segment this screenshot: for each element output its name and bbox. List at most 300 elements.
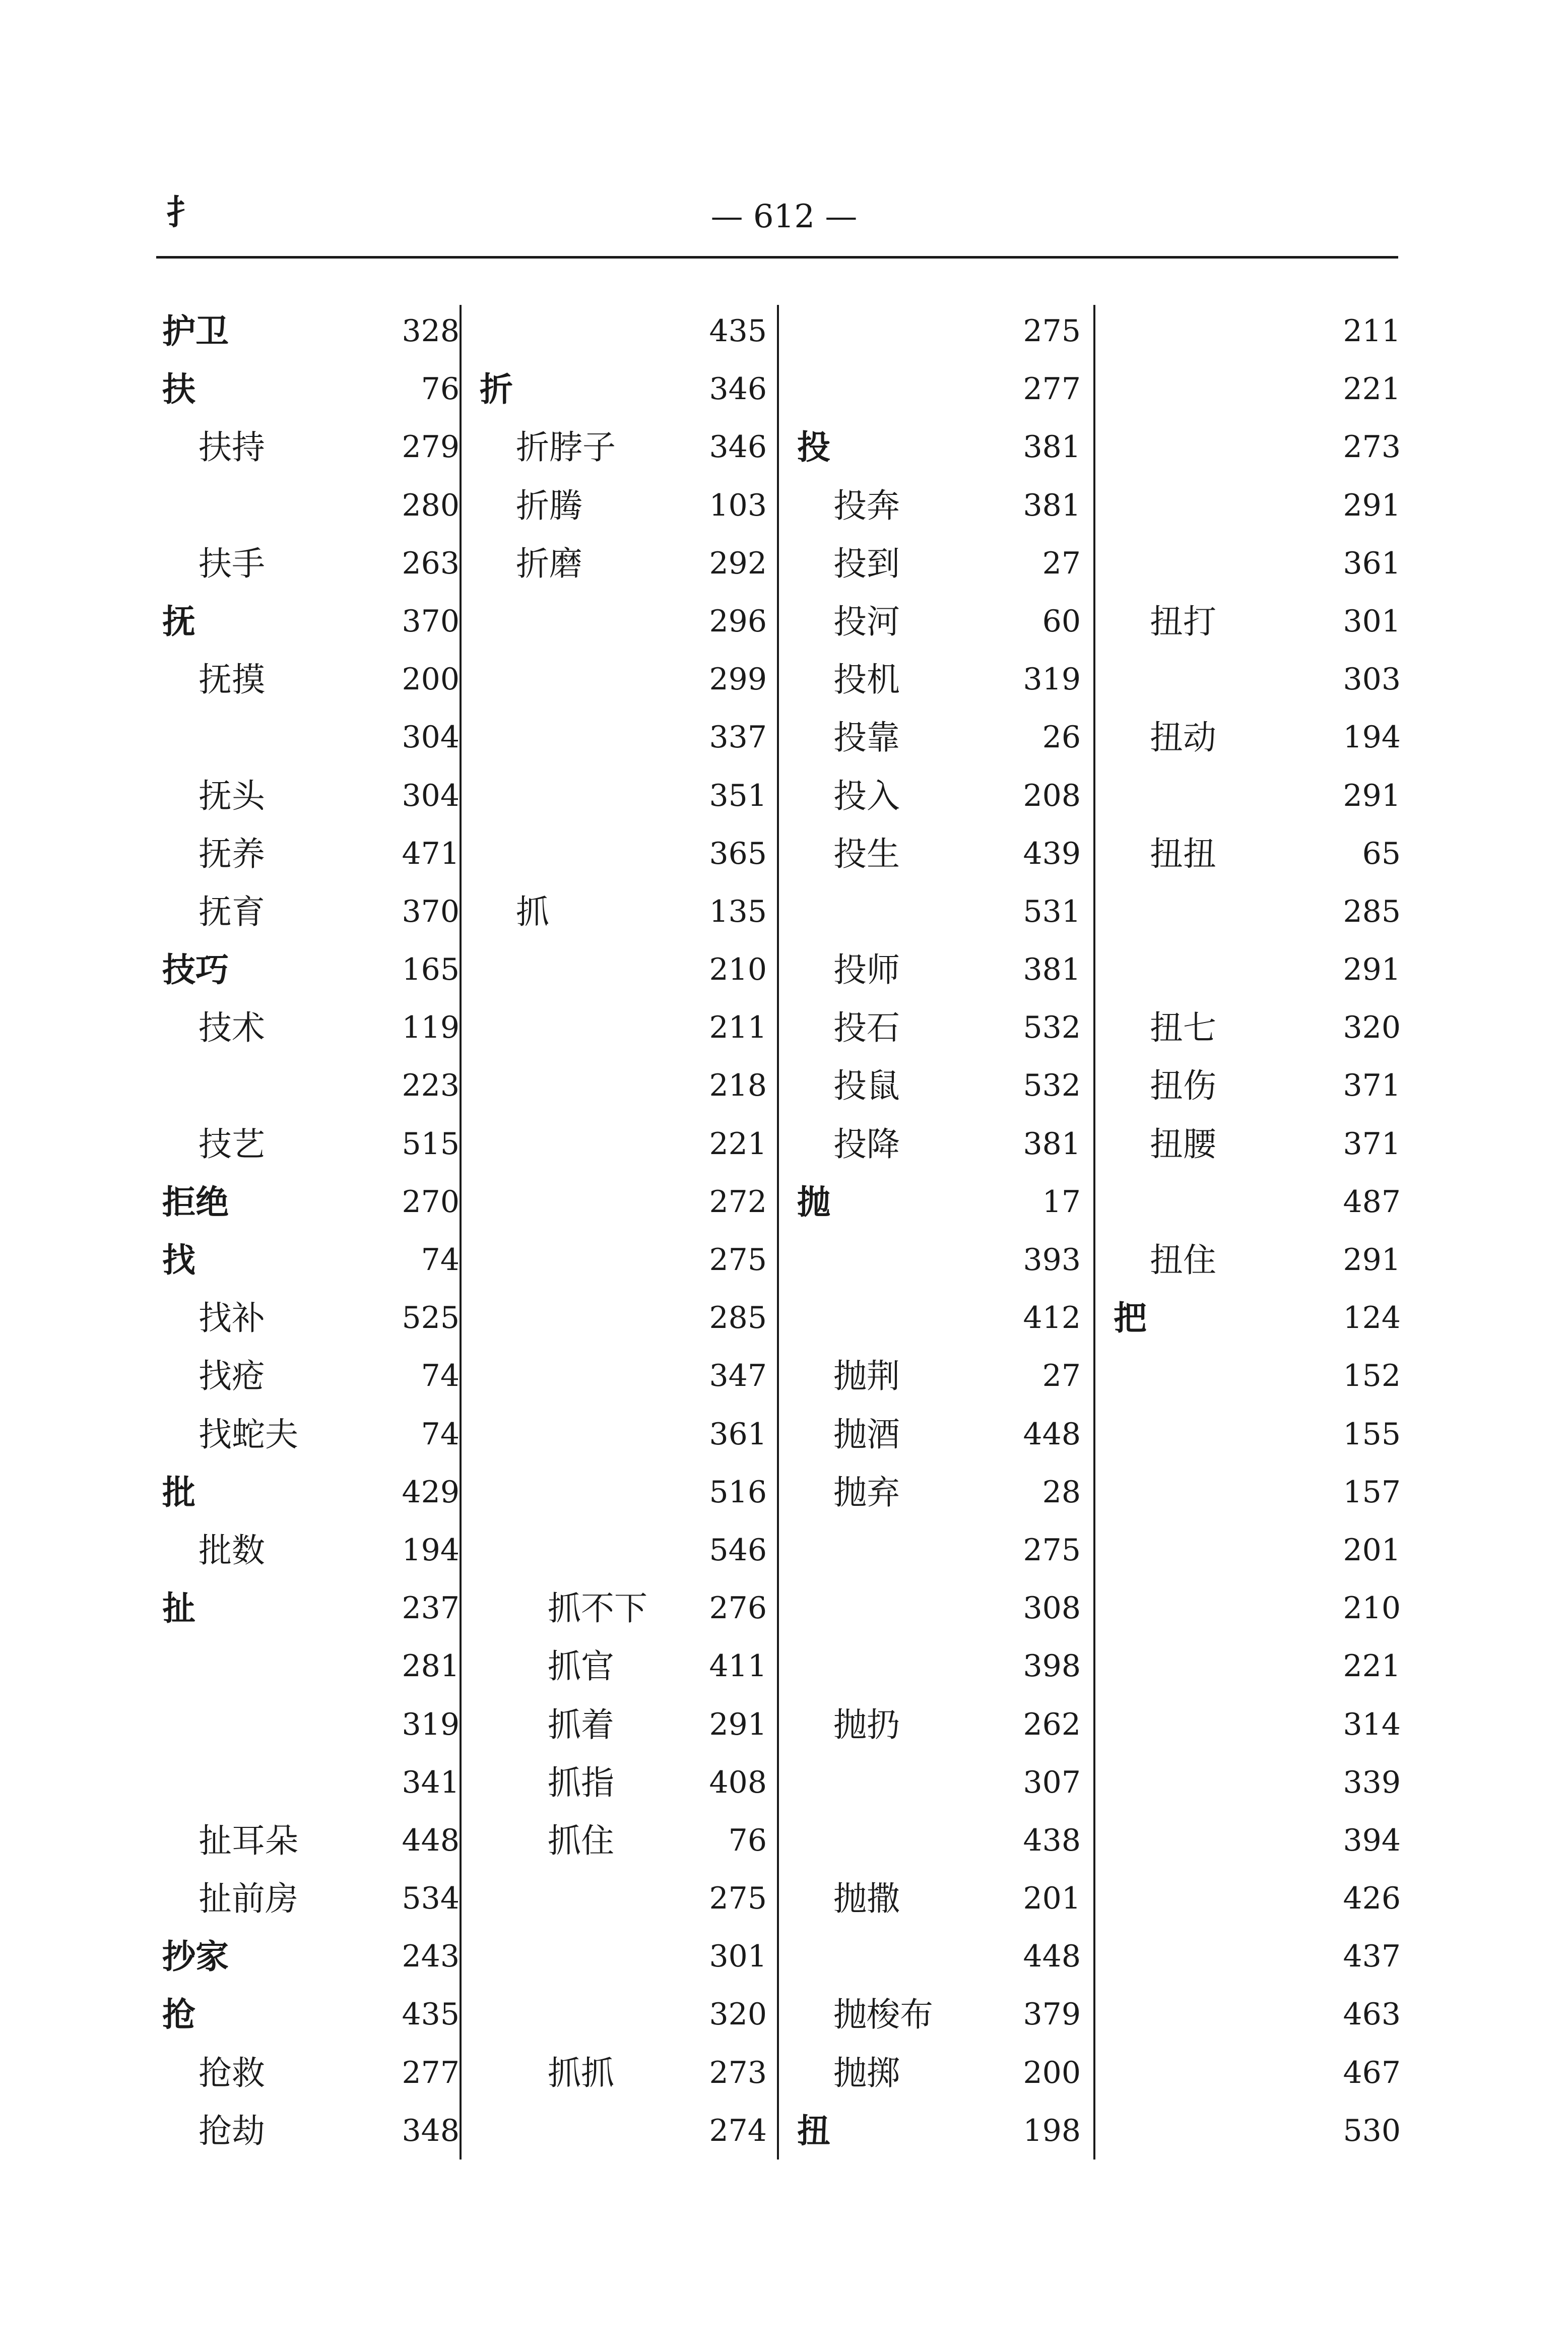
entry-page-number: 281 [402, 1648, 460, 1684]
entry-headword: 投入 [833, 776, 900, 815]
entry-page-number: 76 [728, 1822, 767, 1858]
index-entry [797, 941, 1081, 999]
index-entry [1114, 1406, 1401, 1464]
entry-headword: 技术 [199, 1008, 265, 1048]
index-entry [162, 1231, 460, 1289]
entry-page-number: 275 [709, 1242, 767, 1278]
radical-marker: 扌 [166, 193, 201, 233]
entry-page-number: 393 [1023, 1242, 1081, 1278]
entry-headword: 找疮 [199, 1357, 265, 1396]
index-entry [1114, 941, 1401, 999]
entry-headword: 找补 [199, 1299, 265, 1338]
entry-headword: 抓官 [548, 1647, 614, 1686]
index-entry [1114, 360, 1401, 418]
entry-page-number: 285 [709, 1300, 767, 1336]
entry-headword: 折脖子 [516, 428, 616, 467]
entry-page-number: 119 [402, 1010, 460, 1046]
entry-page-number: 292 [709, 545, 767, 581]
entry-page-number: 275 [1023, 1532, 1081, 1568]
index-entry [1114, 477, 1401, 535]
entry-headword: 抓住 [548, 1821, 614, 1860]
entry-headword: 投师 [833, 950, 900, 990]
entry-headword: 拒绝 [162, 1182, 229, 1222]
entry-headword: 抚育 [199, 892, 265, 931]
index-entry [480, 709, 767, 767]
entry-page-number: 319 [1023, 662, 1081, 697]
index-entry [162, 1870, 460, 1928]
entry-page-number: 381 [1023, 1126, 1081, 1162]
entry-page-number: 467 [1343, 2055, 1401, 2090]
entry-headword: 扭扭 [1150, 834, 1216, 873]
index-entry [797, 1579, 1081, 1637]
entry-page-number: 296 [709, 603, 767, 639]
entry-page-number: 487 [1343, 1184, 1401, 1220]
entry-headword: 抢 [162, 1995, 195, 2035]
entry-page-number: 272 [709, 1184, 767, 1220]
index-entry [1114, 1521, 1401, 1579]
entry-headword: 扶 [162, 369, 195, 409]
entry-page-number: 532 [1023, 1010, 1081, 1046]
entry-headword: 抢救 [199, 2053, 265, 2092]
entry-page-number: 531 [1023, 894, 1081, 929]
index-entry [480, 1986, 767, 2044]
entry-headword: 扭动 [1150, 718, 1216, 757]
entry-page-number: 26 [1042, 720, 1081, 755]
index-entry [480, 941, 767, 999]
index-entry [162, 1057, 460, 1115]
entry-page-number: 304 [402, 778, 460, 813]
index-entry [162, 535, 460, 593]
entry-page-number: 221 [1343, 371, 1401, 407]
index-entry [1114, 2102, 1401, 2160]
index-entry [480, 651, 767, 709]
entry-page-number: 346 [709, 429, 767, 465]
index-entry [1114, 1812, 1401, 1870]
index-entry [162, 302, 460, 360]
index-entry [480, 1231, 767, 1289]
entry-page-number: 275 [1023, 313, 1081, 349]
entry-page-number: 370 [402, 603, 460, 639]
index-entry [797, 2044, 1081, 2102]
entry-page-number: 155 [1343, 1416, 1401, 1452]
entry-headword: 折磨 [516, 544, 582, 583]
entry-page-number: 200 [1023, 2055, 1081, 2090]
entry-page-number: 463 [1343, 1997, 1401, 2033]
entry-headword: 技艺 [199, 1124, 265, 1164]
index-entry [797, 535, 1081, 593]
entry-headword: 折腾 [516, 486, 582, 525]
entry-page-number: 27 [1042, 545, 1081, 581]
index-entry [1114, 535, 1401, 593]
index-entry [1114, 1464, 1401, 1521]
entry-page-number: 426 [1343, 1881, 1401, 1917]
entry-headword: 技巧 [162, 950, 229, 990]
index-entry [162, 941, 460, 999]
index-entry [1114, 1231, 1401, 1289]
index-entry [797, 1637, 1081, 1695]
entry-page-number: 103 [709, 487, 767, 523]
entry-headword: 投机 [833, 660, 900, 700]
index-entry [1114, 709, 1401, 767]
entry-page-number: 437 [1343, 1939, 1401, 1975]
entry-headword: 抚 [162, 601, 195, 641]
entry-headword: 投到 [833, 544, 900, 583]
entry-page-number: 348 [402, 2113, 460, 2148]
index-entry [1114, 1347, 1401, 1405]
entry-page-number: 211 [1343, 313, 1401, 349]
entry-page-number: 534 [402, 1881, 460, 1917]
index-entry [1114, 1754, 1401, 1812]
index-entry [162, 1289, 460, 1347]
entry-headword: 抓 [516, 892, 549, 931]
entry-page-number: 211 [709, 1010, 767, 1046]
index-entry [1114, 1637, 1401, 1695]
entry-page-number: 270 [402, 1184, 460, 1220]
entry-page-number: 328 [402, 313, 460, 349]
index-entry [480, 360, 767, 418]
index-entry [480, 1870, 767, 1928]
index-entry [162, 418, 460, 476]
entry-page-number: 157 [1343, 1474, 1401, 1510]
index-entry [480, 535, 767, 593]
index-entry [480, 1579, 767, 1637]
index-entry [162, 1521, 460, 1579]
entry-page-number: 530 [1343, 2113, 1401, 2148]
index-entry [797, 360, 1081, 418]
entry-page-number: 319 [402, 1706, 460, 1742]
entry-headword: 把 [1114, 1298, 1147, 1338]
entry-page-number: 371 [1343, 1068, 1401, 1104]
index-entry [480, 477, 767, 535]
entry-page-number: 346 [709, 371, 767, 407]
entry-page-number: 347 [709, 1358, 767, 1394]
entry-page-number: 135 [709, 894, 767, 929]
entry-headword: 抛酒 [833, 1415, 900, 1454]
entry-page-number: 74 [421, 1358, 460, 1394]
entry-page-number: 194 [1343, 720, 1401, 755]
index-entry [1114, 999, 1401, 1057]
entry-headword: 找蛇夫 [199, 1415, 298, 1454]
index-column-4 [1114, 302, 1401, 2162]
entry-page-number: 398 [1023, 1648, 1081, 1684]
entry-page-number: 208 [1023, 778, 1081, 813]
index-entry [1114, 2044, 1401, 2102]
index-entry [480, 1521, 767, 1579]
entry-page-number: 291 [709, 1706, 767, 1742]
index-entry [797, 767, 1081, 825]
index-entry [1114, 883, 1401, 941]
index-entry [480, 1696, 767, 1754]
index-entry [162, 1115, 460, 1173]
entry-page-number: 291 [1343, 487, 1401, 523]
index-entry [1114, 1057, 1401, 1115]
entry-page-number: 76 [421, 371, 460, 407]
index-entry [162, 1812, 460, 1870]
index-entry [162, 1637, 460, 1695]
index-entry [162, 1173, 460, 1231]
entry-headword: 扭打 [1150, 602, 1216, 641]
entry-page-number: 291 [1343, 1242, 1401, 1278]
entry-page-number: 381 [1023, 487, 1081, 523]
entry-page-number: 341 [402, 1764, 460, 1800]
index-entry [480, 1347, 767, 1405]
entry-headword: 抓不下 [548, 1589, 647, 1628]
entry-headword: 投生 [833, 834, 900, 873]
index-entry [1114, 767, 1401, 825]
entry-page-number: 438 [1023, 1822, 1081, 1858]
entry-page-number: 275 [709, 1881, 767, 1917]
index-entry [797, 825, 1081, 883]
entry-headword: 投河 [833, 602, 900, 641]
index-entry [480, 1057, 767, 1115]
entry-headword: 扭伤 [1150, 1066, 1216, 1106]
entry-headword: 抓指 [548, 1763, 614, 1802]
index-entry [797, 709, 1081, 767]
entry-headword: 投靠 [833, 718, 900, 757]
entry-page-number: 285 [1343, 894, 1401, 929]
entry-page-number: 198 [1023, 2113, 1081, 2148]
index-entry [797, 2102, 1081, 2160]
entry-headword: 投降 [833, 1124, 900, 1164]
entry-page-number: 210 [709, 952, 767, 988]
entry-page-number: 223 [402, 1068, 460, 1104]
entry-page-number: 274 [709, 2113, 767, 2148]
entry-page-number: 361 [1343, 545, 1401, 581]
index-entry [162, 477, 460, 535]
entry-page-number: 263 [402, 545, 460, 581]
index-entry [162, 1928, 460, 1986]
index-entry [797, 1464, 1081, 1521]
index-entry [1114, 1986, 1401, 2044]
index-entry [480, 2102, 767, 2160]
index-entry [797, 1521, 1081, 1579]
index-entry [480, 1464, 767, 1521]
entry-page-number: 320 [1343, 1010, 1401, 1046]
entry-headword: 抚头 [199, 776, 265, 815]
entry-page-number: 435 [709, 313, 767, 349]
index-entry [1114, 418, 1401, 476]
index-entry [162, 1464, 460, 1521]
index-entry [1114, 1696, 1401, 1754]
index-column-1 [162, 302, 460, 2162]
index-entry [1114, 1579, 1401, 1637]
entry-page-number: 303 [1343, 662, 1401, 697]
index-entry [480, 1754, 767, 1812]
entry-page-number: 304 [402, 720, 460, 755]
entry-headword: 扶持 [199, 428, 265, 467]
index-entry [480, 1173, 767, 1231]
index-entry [162, 1406, 460, 1464]
entry-headword: 抛荆 [833, 1357, 900, 1396]
entry-headword: 扯 [162, 1589, 195, 1628]
entry-page-number: 279 [402, 429, 460, 465]
index-entry [797, 418, 1081, 476]
index-entry [797, 1986, 1081, 2044]
index-entry [797, 651, 1081, 709]
index-entry [797, 1812, 1081, 1870]
index-entry [797, 1928, 1081, 1986]
entry-page-number: 277 [1023, 371, 1081, 407]
entry-headword: 批 [162, 1472, 195, 1512]
entry-page-number: 429 [402, 1474, 460, 1510]
entry-page-number: 218 [709, 1068, 767, 1104]
index-entry [162, 2102, 460, 2160]
index-column-2 [480, 302, 767, 2162]
entry-headword: 折 [480, 369, 513, 409]
entry-page-number: 471 [402, 836, 460, 871]
entry-page-number: 201 [1023, 1881, 1081, 1917]
entry-headword: 扭住 [1150, 1241, 1216, 1280]
index-entry [797, 1057, 1081, 1115]
entry-page-number: 291 [1343, 778, 1401, 813]
entry-page-number: 370 [402, 894, 460, 929]
index-entry [797, 1870, 1081, 1928]
index-entry [162, 883, 460, 941]
entry-page-number: 532 [1023, 1068, 1081, 1104]
entry-page-number: 74 [421, 1242, 460, 1278]
entry-page-number: 412 [1023, 1300, 1081, 1336]
index-entry [797, 477, 1081, 535]
entry-headword: 抓着 [548, 1705, 614, 1744]
entry-page-number: 439 [1023, 836, 1081, 871]
entry-page-number: 201 [1343, 1532, 1401, 1568]
index-entry [480, 593, 767, 651]
entry-page-number: 301 [709, 1939, 767, 1975]
index-entry [162, 1986, 460, 2044]
entry-page-number: 27 [1042, 1358, 1081, 1394]
index-entry [480, 1637, 767, 1695]
entry-page-number: 525 [402, 1300, 460, 1336]
index-entry [162, 2044, 460, 2102]
column-divider [777, 305, 779, 2160]
index-entry [480, 999, 767, 1057]
entry-headword: 扯耳朵 [199, 1821, 298, 1860]
entry-page-number: 361 [709, 1416, 767, 1452]
entry-page-number: 210 [1343, 1591, 1401, 1626]
entry-page-number: 448 [1023, 1939, 1081, 1975]
entry-headword: 扭七 [1150, 1008, 1216, 1048]
index-entry [797, 1289, 1081, 1347]
index-entry [480, 767, 767, 825]
entry-headword: 批数 [199, 1531, 265, 1570]
entry-page-number: 280 [402, 487, 460, 523]
entry-page-number: 152 [1343, 1358, 1401, 1394]
entry-page-number: 448 [1023, 1416, 1081, 1452]
entry-page-number: 60 [1042, 603, 1081, 639]
entry-page-number: 262 [1023, 1706, 1081, 1742]
index-entry [1114, 1173, 1401, 1231]
index-entry [797, 302, 1081, 360]
entry-page-number: 411 [709, 1648, 767, 1684]
entry-headword: 抛撒 [833, 1879, 900, 1919]
index-entry [797, 1173, 1081, 1231]
entry-page-number: 314 [1343, 1706, 1401, 1742]
entry-page-number: 308 [1023, 1591, 1081, 1626]
entry-page-number: 516 [709, 1474, 767, 1510]
index-entry [480, 1289, 767, 1347]
index-entry [1114, 1289, 1401, 1347]
index-entry [480, 418, 767, 476]
index-entry [797, 1231, 1081, 1289]
entry-page-number: 276 [709, 1591, 767, 1626]
entry-headword: 护卫 [162, 311, 229, 351]
entry-headword: 投鼠 [833, 1066, 900, 1106]
entry-page-number: 408 [709, 1764, 767, 1800]
index-entry [162, 360, 460, 418]
entry-page-number: 515 [402, 1126, 460, 1162]
entry-headword: 抛弃 [833, 1473, 900, 1512]
entry-page-number: 339 [1343, 1764, 1401, 1800]
index-entry [480, 302, 767, 360]
index-entry [1114, 593, 1401, 651]
entry-page-number: 291 [1343, 952, 1401, 988]
entry-headword: 抛梭布 [833, 1995, 933, 2035]
index-entry [797, 1406, 1081, 1464]
entry-page-number: 74 [421, 1416, 460, 1452]
entry-page-number: 221 [1343, 1648, 1401, 1684]
header-rule [156, 256, 1398, 259]
entry-page-number: 299 [709, 662, 767, 697]
entry-page-number: 435 [402, 1997, 460, 2033]
entry-page-number: 165 [402, 952, 460, 988]
column-divider [1093, 305, 1095, 2160]
index-entry [480, 1812, 767, 1870]
entry-headword: 投 [797, 427, 830, 467]
page-number: — 612 — [710, 198, 858, 235]
entry-page-number: 124 [1343, 1300, 1401, 1336]
index-entry [162, 1579, 460, 1637]
column-divider [460, 305, 462, 2160]
index-entry [162, 651, 460, 709]
index-entry [480, 825, 767, 883]
entry-headword: 扭腰 [1150, 1124, 1216, 1164]
index-entry [480, 1115, 767, 1173]
entry-page-number: 394 [1343, 1822, 1401, 1858]
entry-page-number: 320 [709, 1997, 767, 2033]
entry-headword: 抛扔 [833, 1705, 900, 1744]
entry-page-number: 301 [1343, 603, 1401, 639]
entry-page-number: 365 [709, 836, 767, 871]
entry-headword: 抚养 [199, 834, 265, 873]
entry-headword: 抛掷 [833, 2053, 900, 2092]
entry-page-number: 237 [402, 1591, 460, 1626]
index-entry [797, 999, 1081, 1057]
index-entry [162, 1347, 460, 1405]
entry-page-number: 17 [1042, 1184, 1081, 1220]
entry-page-number: 307 [1023, 1764, 1081, 1800]
index-entry [1114, 302, 1401, 360]
index-entry [797, 1115, 1081, 1173]
index-entry [797, 1696, 1081, 1754]
index-entry [162, 825, 460, 883]
entry-headword: 投奔 [833, 486, 900, 525]
index-entry [480, 1928, 767, 1986]
index-entry [162, 1754, 460, 1812]
index-entry [162, 767, 460, 825]
entry-page-number: 381 [1023, 952, 1081, 988]
index-entry [797, 593, 1081, 651]
index-entry [797, 1347, 1081, 1405]
index-entry [480, 1406, 767, 1464]
entry-headword: 抄家 [162, 1937, 229, 1977]
entry-headword: 扭 [797, 2111, 830, 2150]
index-column-3 [797, 302, 1081, 2162]
entry-page-number: 546 [709, 1532, 767, 1568]
entry-page-number: 243 [402, 1939, 460, 1975]
index-entry [1114, 1870, 1401, 1928]
entry-page-number: 273 [1343, 429, 1401, 465]
entry-headword: 抛 [797, 1182, 830, 1222]
